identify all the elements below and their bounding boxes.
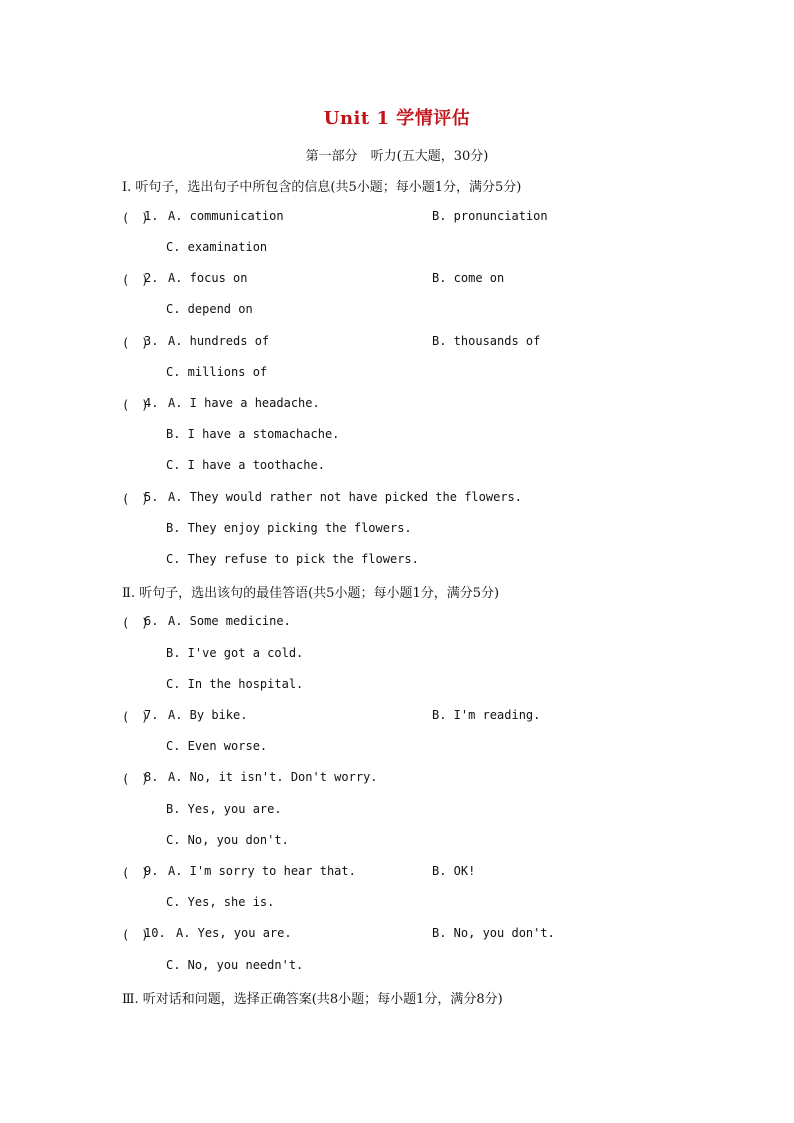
answer-blank[interactable]: ( ) bbox=[122, 336, 149, 350]
option-a: A. communication bbox=[168, 209, 284, 223]
page-title: Unit 1 学情评估 bbox=[323, 108, 471, 129]
question-number: 2. bbox=[144, 271, 159, 285]
question-number: 6. bbox=[144, 614, 159, 628]
option-b: B. thousands of bbox=[432, 334, 541, 348]
option-c: C. Yes, she is. bbox=[166, 895, 275, 909]
option-c: C. I have a toothache. bbox=[166, 458, 325, 472]
option-c: C. millions of bbox=[166, 365, 268, 379]
section-heading-1: Ⅰ. 听句子，选出句子中所包含的信息(共5小题；每小题1分，满分5分) bbox=[122, 180, 522, 195]
option-a: A. focus on bbox=[168, 271, 248, 285]
option-b: B. I've got a cold. bbox=[166, 646, 304, 660]
option-c: C. Even worse. bbox=[166, 739, 268, 753]
option-b: B. No, you don't. bbox=[432, 926, 555, 940]
answer-blank[interactable]: ( ) bbox=[122, 211, 149, 225]
option-a: A. No, it isn't. Don't worry. bbox=[168, 770, 378, 784]
question-number: 3. bbox=[144, 334, 159, 348]
option-a: A. They would rather not have picked the flowers. bbox=[168, 490, 523, 504]
option-a: A. I'm sorry to hear that. bbox=[168, 864, 356, 878]
option-b: B. Yes, you are. bbox=[166, 802, 282, 816]
option-c: C. In the hospital. bbox=[166, 677, 304, 691]
answer-blank[interactable]: ( ) bbox=[122, 492, 149, 506]
option-a: A. I have a headache. bbox=[168, 396, 320, 410]
question-number: 10. bbox=[144, 926, 166, 940]
option-a: A. Yes, you are. bbox=[176, 926, 292, 940]
option-a: A. Some medicine. bbox=[168, 614, 291, 628]
option-b: B. pronunciation bbox=[432, 209, 548, 223]
option-c: C. They refuse to pick the flowers. bbox=[166, 552, 419, 566]
answer-blank[interactable]: ( ) bbox=[122, 710, 149, 724]
option-b: B. come on bbox=[432, 271, 505, 285]
section-heading-2: Ⅱ. 听句子，选出该句的最佳答语(共5小题；每小题1分，满分5分) bbox=[122, 586, 500, 601]
option-b: B. I have a stomachache. bbox=[166, 427, 340, 441]
question-number: 7. bbox=[144, 708, 159, 722]
option-b: B. They enjoy picking the flowers. bbox=[166, 521, 412, 535]
option-c: C. examination bbox=[166, 240, 268, 254]
option-c: C. No, you needn't. bbox=[166, 958, 304, 972]
option-b: B. I'm reading. bbox=[432, 708, 541, 722]
option-c: C. depend on bbox=[166, 302, 253, 316]
answer-blank[interactable]: ( ) bbox=[122, 772, 149, 786]
answer-blank[interactable]: ( ) bbox=[122, 928, 149, 942]
question-number: 4. bbox=[144, 396, 159, 410]
question-number: 1. bbox=[144, 209, 159, 223]
answer-blank[interactable]: ( ) bbox=[122, 866, 149, 880]
question-number: 5. bbox=[144, 490, 159, 504]
answer-blank[interactable]: ( ) bbox=[122, 398, 149, 412]
question-number: 9. bbox=[144, 864, 159, 878]
part-subtitle: 第一部分 听力(五大题，30分) bbox=[305, 149, 489, 164]
question-number: 8. bbox=[144, 770, 159, 784]
section-heading-3: Ⅲ. 听对话和问题，选择正确答案(共8小题；每小题1分，满分8分) bbox=[122, 992, 503, 1007]
option-a: A. By bike. bbox=[168, 708, 248, 722]
answer-blank[interactable]: ( ) bbox=[122, 616, 149, 630]
option-c: C. No, you don't. bbox=[166, 833, 289, 847]
option-a: A. hundreds of bbox=[168, 334, 270, 348]
option-b: B. OK! bbox=[432, 864, 476, 878]
answer-blank[interactable]: ( ) bbox=[122, 273, 149, 287]
